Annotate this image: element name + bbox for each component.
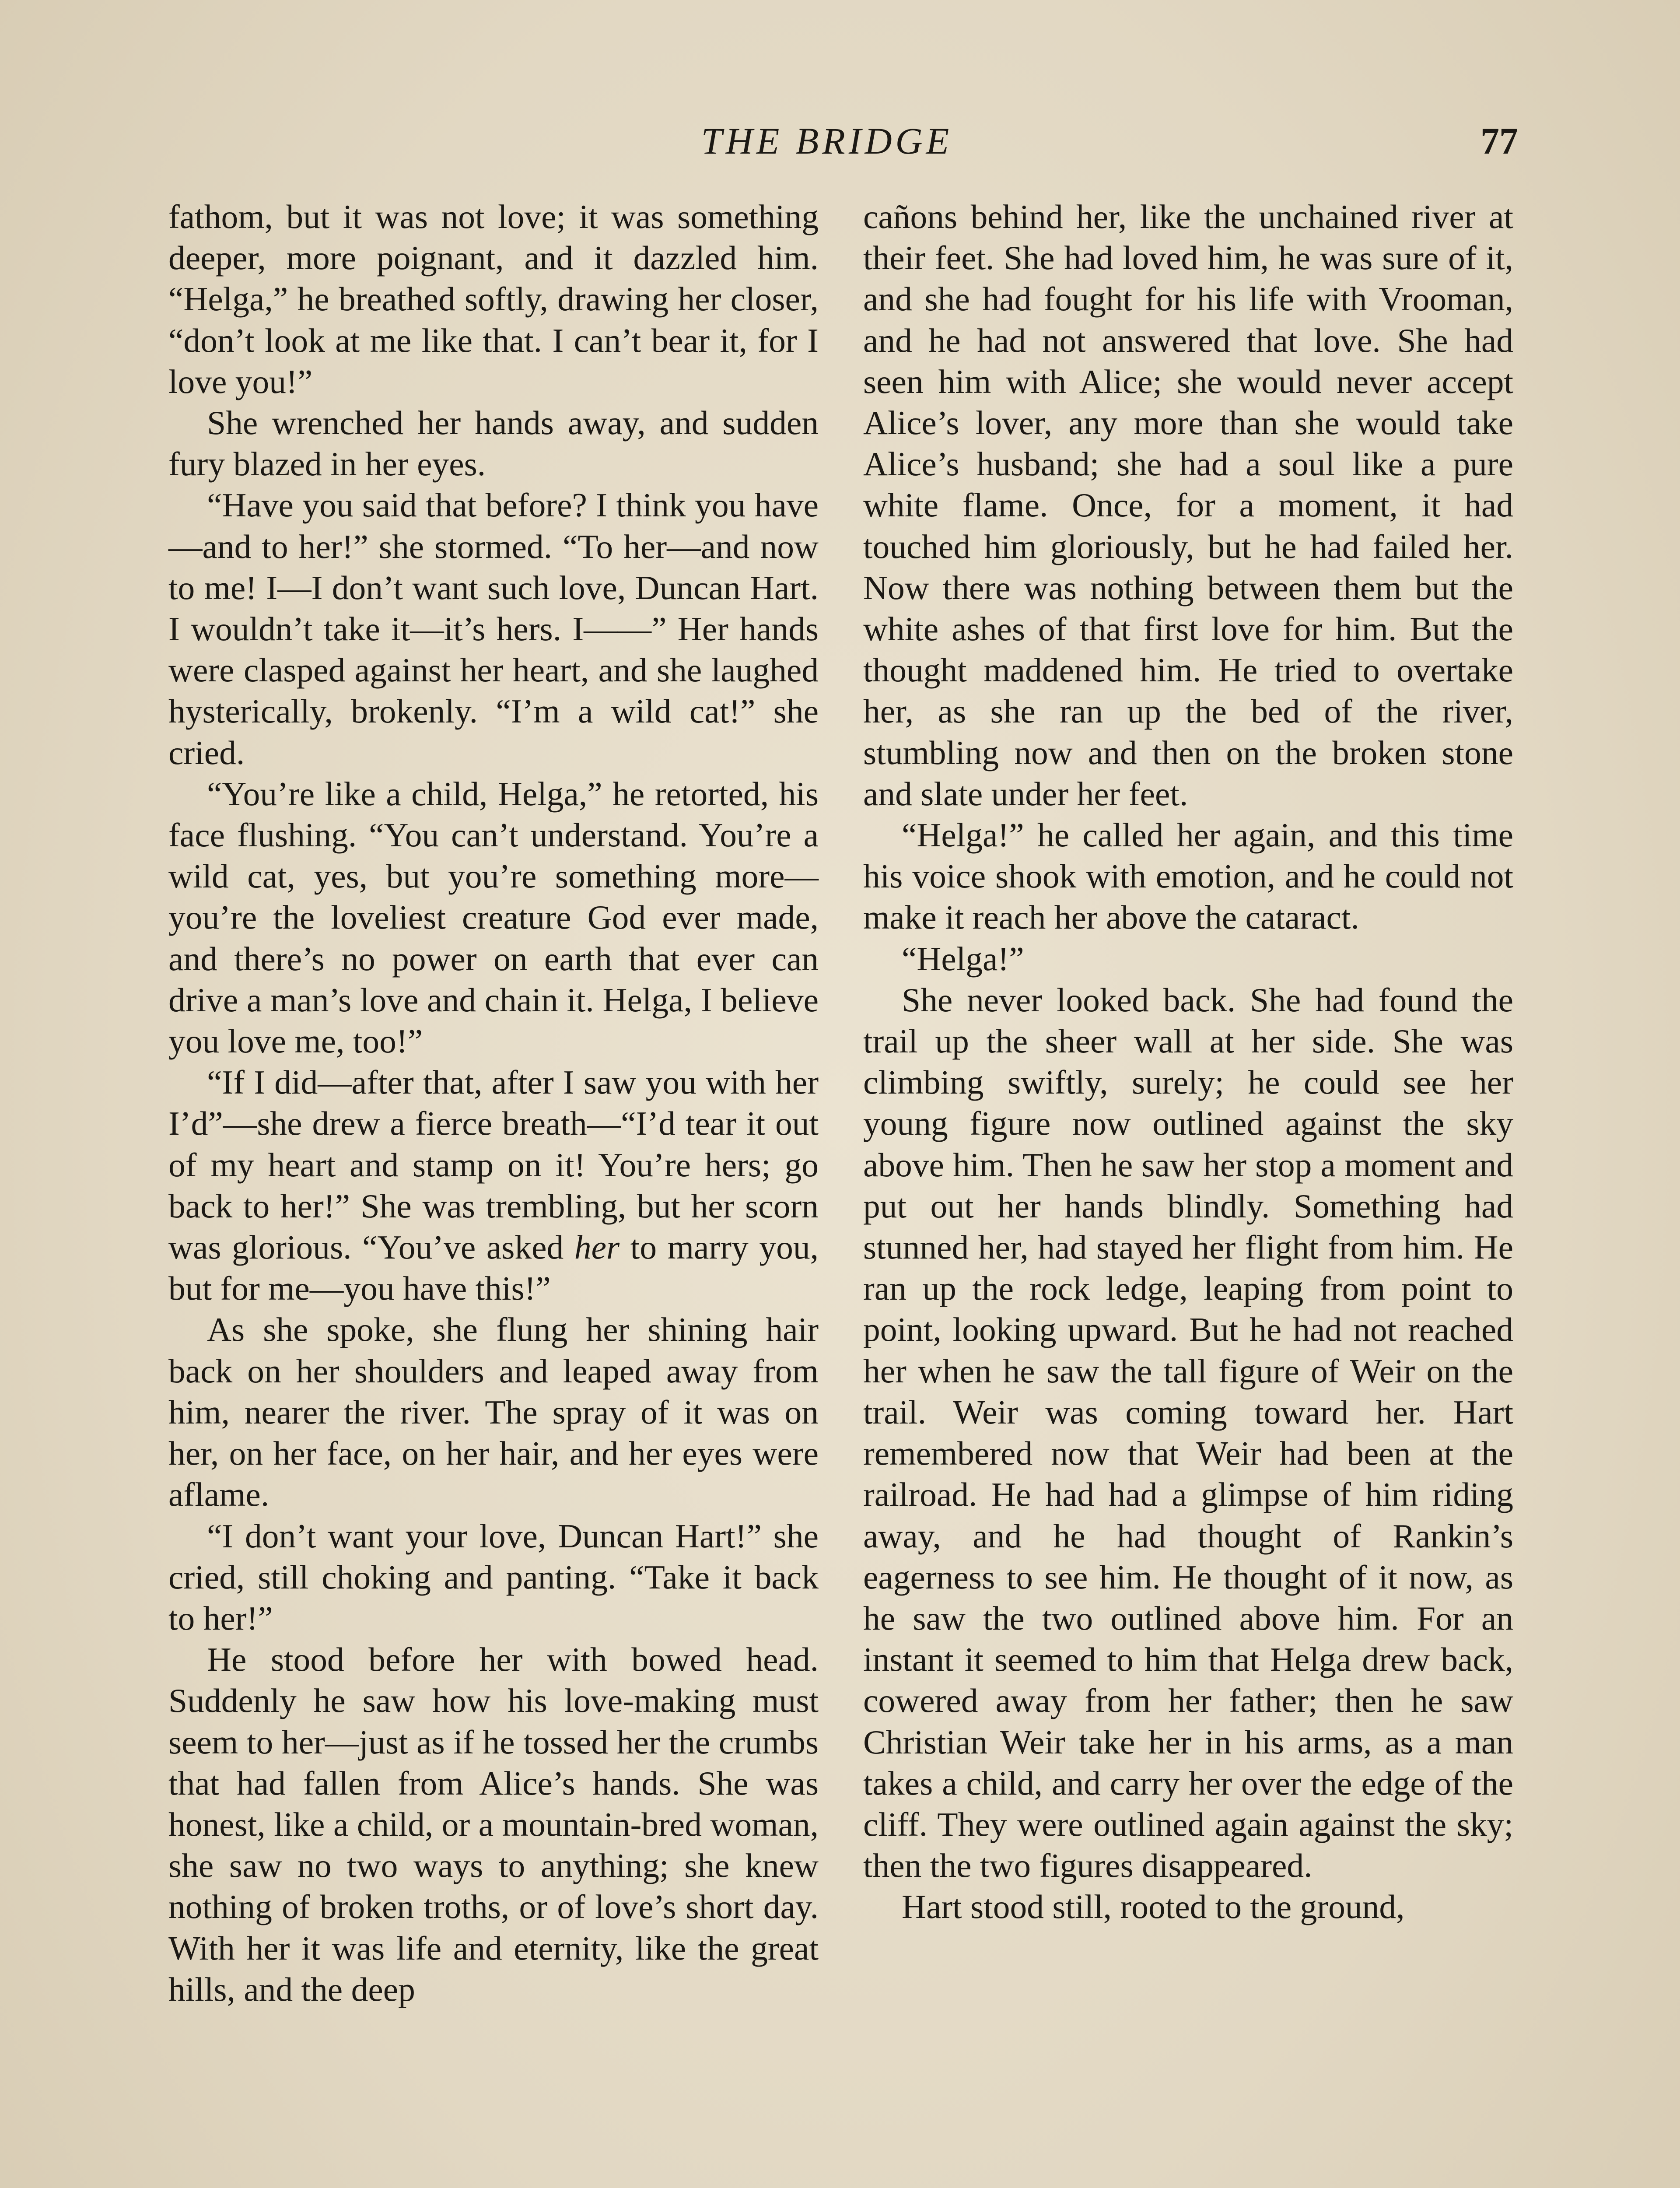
paragraph: “Have you said that before? I think you have—and to her!” she stormed. “To her—and now to me! I—I don’t want such love, Duncan Hart. I wouldn’t take it—it’s hers. I——” Her hands were clasped against her heart, and she laughed hysterically, brokenly. “I’m a wild cat!” she cried.	[168, 486, 819, 771]
paragraph: “I don’t want your love, Duncan Hart!” she cried, still choking and panting. “Take it back to her!”	[168, 1517, 819, 1637]
emphasis: her	[574, 1228, 620, 1266]
paragraph: “You’re like a child, Helga,” he retorted, his face flushing. “You can’t understand. You’re a wild cat, yes, but you’re something more—you’re the loveliest creature God ever made, and there’s no power on earth that ever can drive a man’s love and chain it. Helga, I believe you love me, too!”	[168, 775, 819, 1060]
running-title: THE BRIDGE	[701, 120, 953, 162]
paragraph: “If I did—after that, after I saw you with her I’d”—she drew a fierce breath—“I’d tear it out of my heart and stamp on it! You’re hers; go back to her!” She was trembling, but her scorn was glorious. “You’ve asked her to marry you, but for me—you have this!”	[168, 1063, 819, 1308]
paragraph: He stood before her with bowed head. Suddenly he saw how his love-making must seem to her—just as if he tossed her the crumbs that had fallen from Alice’s hands. She was honest, like a child, or a mountain-bred woman, she saw no two ways to anything; she knew nothing of broken troths, or of love’s short day. With her it was life and eternity, like the great hills, and the deep	[168, 1641, 819, 2008]
paragraph: “Helga!”	[902, 940, 1024, 978]
paragraph: “Helga!” he called her again, and this time his voice shook with emotion, and he could not make it reach her above the cataract.	[863, 816, 1513, 936]
paragraph: Hart stood still, rooted to the ground,	[902, 1888, 1405, 1926]
paragraph: cañons behind her, like the unchained river at their feet. She had loved him, he was sure of it, and she had fought for his life with Vrooman, and he had not answered that love. She had seen him with Alice; she would never accept Alice’s lover, any more than she would take Alice’s husband; she had a soul like a pure white flame. Once, for a moment, it had touched him gloriously, but he had failed her. Now there was nothing between them but the white ashes of that first love for him. But the thought maddened him. He tried to overtake her, as she ran up the bed of the river, stumbling now and then on the broken stone and slate under her feet.	[863, 198, 1513, 813]
paragraph: fathom, but it was not love; it was something deeper, more poignant, and it dazzled him. “Helga,” he breathed softly, drawing her closer, “don’t look at me like that. I can’t bear it, for I love you!”	[168, 198, 819, 400]
page-number: 77	[1480, 120, 1518, 162]
left-column	[168, 196, 819, 2010]
page-header	[0, 115, 1680, 167]
paragraph: As she spoke, she flung her shining hair back on her shoulders and leaped away from him, nearer the river. The spray of it was on her, on her face, on her hair, and her eyes were aflame.	[168, 1311, 819, 1514]
paragraph: She never looked back. She had found the trail up the sheer wall at her side. She was climbing swiftly, surely; he could see her young figure now outlined against the sky above him. Then he saw her stop a moment and put out her hands blindly. Something had stunned her, had stayed her flight from him. He ran up the rock ledge, leaping from point to point, looking upward. But he had not reached her when he saw the tall figure of Weir on the trail. Weir was coming toward her. Hart remembered now that Weir had been at the railroad. He had had a glimpse of him riding away, and he had thought of Rankin’s eagerness to see him. He thought of it now, as he saw the two outlined above him. For an instant it seemed to him that Helga drew back, cowered away from her father; then he saw Christian Weir take her in his arms, as a man takes a child, and carry her over the edge of the cliff. They were outlined again against the sky; then the two figures disappeared.	[863, 981, 1513, 1885]
right-column	[863, 196, 1513, 1928]
paragraph: She wrenched her hands away, and sudden fury blazed in her eyes.	[168, 404, 819, 483]
